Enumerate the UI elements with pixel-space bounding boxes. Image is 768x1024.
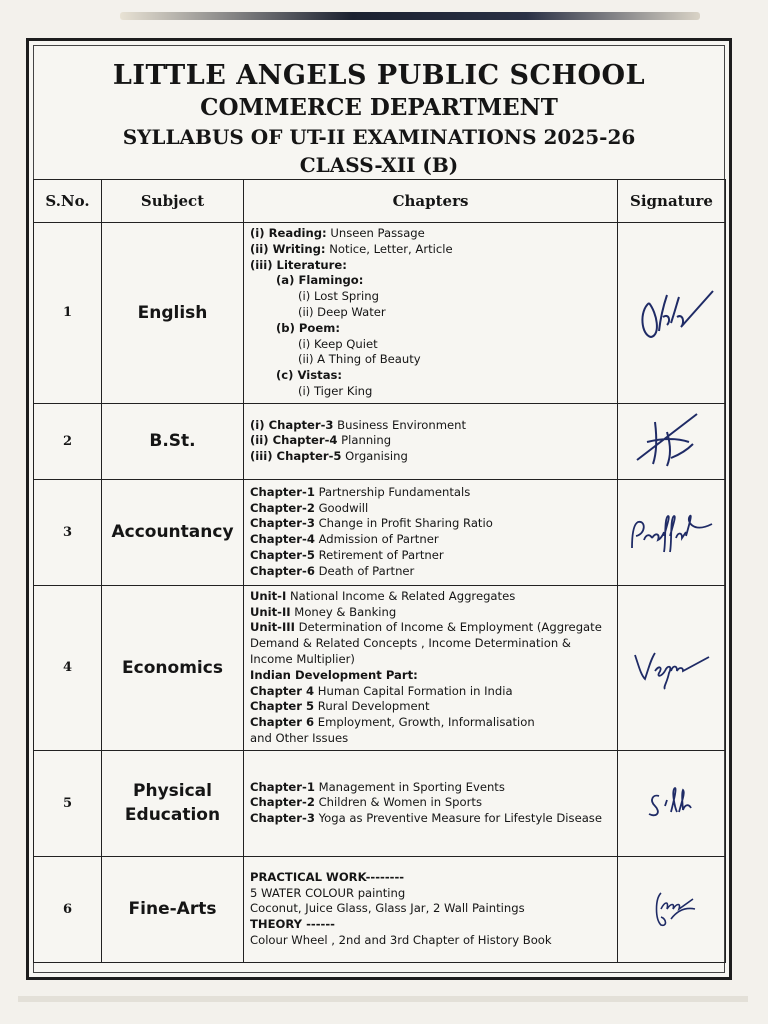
school-name: LITTLE ANGELS PUBLIC SCHOOL bbox=[112, 60, 646, 91]
chapter-line: Chapter-2 Goodwill bbox=[250, 500, 369, 515]
chapter-line: (c) Vistas: bbox=[276, 368, 343, 383]
chapter-line: (ii) Deep Water bbox=[298, 304, 386, 319]
exam-title: SYLLABUS OF UT-II EXAMINATIONS 2025-26 bbox=[122, 125, 636, 149]
header-chapters: Chapters bbox=[244, 180, 618, 223]
row-subject: B.St. bbox=[102, 403, 244, 479]
document-header bbox=[29, 59, 729, 179]
chapter-line: (ii) Writing: Notice, Letter, Article bbox=[250, 241, 453, 256]
chapter-line: (ii) A Thing of Beauty bbox=[298, 352, 421, 367]
chapter-line: PRACTICAL WORK-------- bbox=[250, 869, 405, 884]
chapter-line: Chapter-2 Children & Women in Sports bbox=[250, 795, 482, 810]
syllabus-sheet bbox=[26, 38, 732, 980]
row-chapters bbox=[244, 479, 618, 585]
row-subject: Accountancy bbox=[102, 479, 244, 585]
chapter-line: Chapter 4 Human Capital Formation in India bbox=[250, 683, 513, 698]
chapter-line: (i) Tiger King bbox=[298, 383, 373, 398]
row-subject: Fine-Arts bbox=[102, 856, 244, 962]
table-row bbox=[34, 585, 726, 750]
signature-image bbox=[627, 273, 717, 353]
row-sno: 6 bbox=[34, 856, 102, 962]
chapter-line: (i) Reading: Unseen Passage bbox=[250, 226, 425, 240]
header-sno: S.No. bbox=[34, 180, 102, 223]
chapter-line: (iii) Chapter-5 Organising bbox=[250, 449, 408, 464]
chapter-line: and Other Issues bbox=[250, 730, 349, 745]
row-sno: 4 bbox=[34, 585, 102, 750]
signature-image bbox=[627, 408, 717, 474]
row-chapters bbox=[244, 750, 618, 856]
row-sno: 2 bbox=[34, 403, 102, 479]
chapter-line: Unit-II Money & Banking bbox=[250, 604, 397, 619]
chapter-line: (i) Chapter-3 Business Environment bbox=[250, 417, 467, 432]
signature-cell bbox=[618, 856, 726, 962]
chapter-line: THEORY ------ bbox=[250, 917, 335, 932]
chapter-line: Chapter-3 Change in Profit Sharing Ratio bbox=[250, 516, 493, 531]
row-sno: 3 bbox=[34, 479, 102, 585]
table-row bbox=[34, 479, 726, 585]
table-row bbox=[34, 750, 726, 856]
chapter-line: Unit-III Determination of Income & Employment (Aggregate bbox=[250, 620, 602, 635]
class-name: CLASS-XII (B) bbox=[299, 153, 459, 177]
subject-line: Physical bbox=[133, 781, 212, 802]
chapter-line: Chapter 6 Employment, Growth, Informalisation bbox=[250, 715, 535, 730]
row-subject bbox=[102, 750, 244, 856]
chapter-line: (ii) Chapter-4 Planning bbox=[250, 433, 392, 448]
table-header-row bbox=[34, 180, 726, 223]
department-name: COMMERCE DEPARTMENT bbox=[200, 94, 558, 121]
row-chapters bbox=[244, 223, 618, 404]
signature-cell bbox=[618, 403, 726, 479]
row-subject: Economics bbox=[102, 585, 244, 750]
signature-cell bbox=[618, 585, 726, 750]
top-edge-strip bbox=[120, 12, 700, 20]
chapter-line: Chapter-6 Death of Partner bbox=[250, 563, 415, 578]
chapter-line: Coconut, Juice Glass, Glass Jar, 2 Wall Paintings bbox=[250, 901, 525, 916]
row-chapters bbox=[244, 856, 618, 962]
syllabus-table bbox=[33, 179, 726, 963]
chapter-line: Income Multiplier) bbox=[250, 651, 355, 666]
page-bottom-edge bbox=[18, 996, 748, 1002]
chapter-line: (a) Flamingo: bbox=[276, 273, 364, 288]
table-row bbox=[34, 856, 726, 962]
chapter-line: (i) Lost Spring bbox=[298, 289, 379, 304]
header-subject: Subject bbox=[102, 180, 244, 223]
chapter-line: (b) Poem: bbox=[276, 320, 340, 335]
header-signature: Signature bbox=[618, 180, 726, 223]
chapter-line: Demand & Related Concepts , Income Determination & bbox=[250, 636, 571, 651]
chapter-line: Colour Wheel , 2nd and 3rd Chapter of History Book bbox=[250, 932, 552, 947]
chapter-line: (iii) Literature: bbox=[250, 257, 347, 272]
signature-cell bbox=[618, 223, 726, 404]
subject-line: Education bbox=[124, 805, 221, 826]
row-sno: 1 bbox=[34, 223, 102, 404]
signature-image bbox=[624, 502, 720, 562]
row-chapters bbox=[244, 585, 618, 750]
chapter-line: Chapter-4 Admission of Partner bbox=[250, 532, 439, 547]
chapter-line: Chapter-1 Partnership Fundamentals bbox=[250, 484, 471, 499]
signature-image bbox=[627, 643, 717, 693]
table-row bbox=[34, 223, 726, 404]
chapter-line: Chapter-3 Yoga as Preventive Measure for Lifestyle Disease bbox=[250, 811, 602, 826]
row-chapters bbox=[244, 403, 618, 479]
chapter-line: Chapter-5 Retirement of Partner bbox=[250, 548, 444, 563]
signature-cell bbox=[618, 479, 726, 585]
chapter-line: Unit-I National Income & Related Aggregates bbox=[250, 588, 516, 603]
signature-image bbox=[637, 879, 707, 939]
chapter-line: Chapter 5 Rural Development bbox=[250, 699, 430, 714]
chapter-line: Chapter-1 Management in Sporting Events bbox=[250, 779, 505, 794]
signature-cell bbox=[618, 750, 726, 856]
row-subject: English bbox=[102, 223, 244, 404]
row-sno: 5 bbox=[34, 750, 102, 856]
chapter-line: (i) Keep Quiet bbox=[298, 336, 378, 351]
table-row bbox=[34, 403, 726, 479]
signature-image bbox=[637, 778, 707, 828]
chapter-line: Indian Development Part: bbox=[250, 667, 418, 682]
chapter-line: 5 WATER COLOUR painting bbox=[250, 885, 406, 900]
